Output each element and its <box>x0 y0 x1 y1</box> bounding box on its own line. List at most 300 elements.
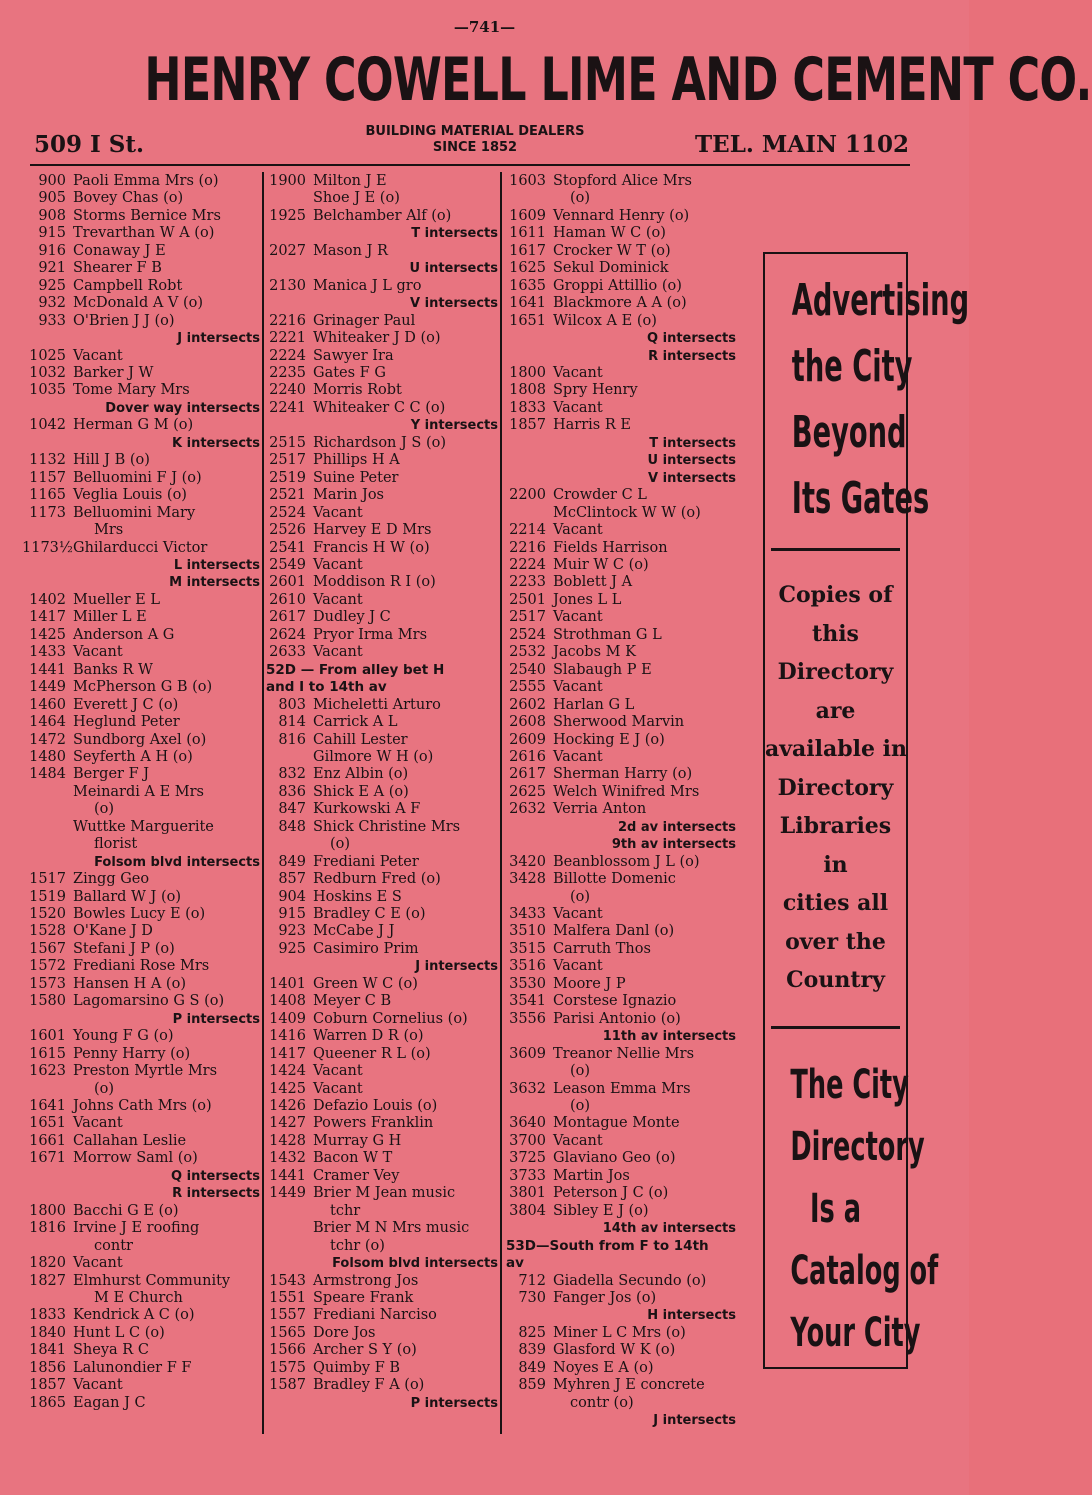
resident-name: Vacant <box>313 1080 363 1097</box>
listing-row <box>22 644 260 661</box>
resident-name: McClintock W W (o) <box>553 504 701 521</box>
house-number: 3530 <box>509 975 546 992</box>
listing-row <box>266 923 498 940</box>
house-number: 2602 <box>509 696 546 713</box>
resident-name: Harris R E <box>553 417 631 434</box>
listing-row <box>506 871 736 888</box>
listing-row <box>22 1063 260 1080</box>
house-number: 1417 <box>269 1045 306 1062</box>
resident-name: Brier M Jean music <box>313 1185 456 1202</box>
house-number: 1472 <box>29 731 66 748</box>
listing-row <box>506 173 736 190</box>
listing-row <box>506 941 736 958</box>
house-number: 2610 <box>269 591 306 608</box>
resident-name: Vacant <box>73 1377 123 1394</box>
resident-name: Quimby F B <box>313 1359 401 1376</box>
listing-column-3 <box>506 173 736 1430</box>
house-number: 1132 <box>29 452 66 469</box>
house-number: 1519 <box>29 888 66 905</box>
cross-street-heading: 2d av intersects <box>617 819 736 835</box>
cross-street-heading: P intersects <box>172 1011 260 1027</box>
ad-line: in <box>823 851 848 878</box>
house-number: 1857 <box>29 1377 66 1394</box>
house-number: 839 <box>518 1342 546 1359</box>
resident-name: Vacant <box>553 522 603 539</box>
listing-row <box>22 609 260 626</box>
listing-row <box>22 190 260 207</box>
house-number: 1464 <box>29 714 66 731</box>
listing-row <box>22 1220 260 1237</box>
cross-street-heading: M intersects <box>169 575 260 591</box>
house-number: 1042 <box>29 417 66 434</box>
resident-name: Sibley E J (o) <box>553 1202 649 1219</box>
resident-name: Defazio Louis (o) <box>313 1098 438 1115</box>
house-number: 3420 <box>509 853 546 870</box>
resident-name: Enz Albin (o) <box>313 766 409 783</box>
house-number: 1603 <box>509 173 546 189</box>
resident-name: Harlan G L <box>553 696 635 713</box>
listing-row <box>506 732 736 749</box>
house-number: 1528 <box>29 923 66 940</box>
listing-row <box>506 1011 736 1028</box>
house-number: 1428 <box>269 1132 306 1149</box>
resident-name: Whiteaker J D (o) <box>313 330 441 347</box>
resident-name: Paoli Emma Mrs (o) <box>73 173 219 189</box>
house-number: 2601 <box>269 574 306 591</box>
house-number: 2521 <box>269 487 306 504</box>
listing-row <box>266 540 498 557</box>
listing-row <box>266 330 498 347</box>
house-number: 1587 <box>269 1377 306 1394</box>
house-number: 1925 <box>269 207 306 224</box>
listing-row <box>266 1168 498 1185</box>
resident-name: Gates F G <box>313 364 386 381</box>
listing-row <box>266 1273 498 1290</box>
resident-name: Slabaugh P E <box>553 661 652 678</box>
listing-row <box>266 714 498 731</box>
resident-name: Fields Harrison <box>553 539 668 556</box>
resident-name: Vacant <box>73 1115 123 1132</box>
listing-continuation: contr (o) <box>570 1394 634 1411</box>
listing-row <box>506 313 736 330</box>
resident-name: Bacon W T <box>313 1150 393 1167</box>
listing-row <box>22 1046 260 1063</box>
listing-row <box>506 784 736 801</box>
resident-name: Lalunondier F F <box>73 1359 192 1376</box>
resident-name: Glaviano Geo (o) <box>553 1150 676 1167</box>
house-number: 2235 <box>269 364 306 381</box>
house-number: 2532 <box>509 644 546 661</box>
resident-name: Wilcox A E (o) <box>553 312 657 329</box>
cross-street-heading: Q intersects <box>647 331 736 347</box>
listing-row <box>22 923 260 940</box>
resident-name: Meyer C B <box>313 993 392 1010</box>
listing-row <box>22 1360 260 1377</box>
listing-row <box>22 1115 260 1132</box>
resident-name: Vacant <box>553 399 603 416</box>
resident-name: Sawyer Ira <box>313 347 394 364</box>
house-number: 3804 <box>509 1202 546 1219</box>
resident-name: Groppi Attillio (o) <box>553 277 682 294</box>
listing-continuation: (o) <box>94 801 115 818</box>
resident-name: O'Brien J J (o) <box>73 312 175 329</box>
house-number: 1460 <box>29 696 66 713</box>
listing-row <box>266 1150 498 1167</box>
ad-line: Directory <box>790 1124 925 1170</box>
house-number: 2517 <box>509 609 546 626</box>
house-number: 1625 <box>509 260 546 277</box>
resident-name: Vacant <box>313 644 363 661</box>
resident-name: Francis H W (o) <box>313 539 430 556</box>
resident-name: Vacant <box>553 609 603 626</box>
house-number: 3428 <box>509 871 546 888</box>
resident-name: Peterson J C (o) <box>553 1185 669 1202</box>
listing-row <box>506 243 736 260</box>
header-rule <box>30 164 910 166</box>
listing-row <box>22 819 260 836</box>
cross-street-heading: R intersects <box>648 348 736 364</box>
resident-name: Hunt L C (o) <box>73 1324 165 1341</box>
house-number: 1857 <box>509 417 546 434</box>
listing-row <box>506 1081 736 1098</box>
listing-row <box>506 1273 736 1290</box>
house-number: 1551 <box>269 1290 306 1306</box>
house-number: 1449 <box>269 1185 306 1202</box>
listing-row <box>506 1168 736 1185</box>
house-number: 2517 <box>269 452 306 469</box>
ad-line: Country <box>786 967 885 993</box>
cross-street-heading: 9th av intersects <box>611 837 736 853</box>
listing-continuation: M E Church <box>94 1290 183 1306</box>
resident-name: Trevarthan W A (o) <box>73 225 215 242</box>
cross-street-heading: Y intersects <box>410 418 498 434</box>
house-number: 1401 <box>269 975 306 992</box>
cross-street-heading: Folsom blvd intersects <box>94 854 260 870</box>
house-number: 3433 <box>509 906 546 923</box>
listing-column-2 <box>266 173 498 1412</box>
house-number: 1424 <box>269 1063 306 1080</box>
house-number: 1827 <box>29 1272 66 1289</box>
house-number: 1173½ <box>22 539 73 556</box>
listing-row <box>22 1028 260 1045</box>
resident-name: Hill J B (o) <box>73 452 150 469</box>
resident-name: Storms Bernice Mrs <box>73 207 221 224</box>
listing-row <box>506 260 736 277</box>
listing-row <box>266 819 498 836</box>
house-number: 847 <box>278 801 306 818</box>
listing-row <box>22 1325 260 1342</box>
house-number: 730 <box>518 1290 546 1306</box>
resident-name: Hoskins E S <box>313 888 402 905</box>
house-number: 1573 <box>29 975 66 992</box>
house-number: 1609 <box>509 207 546 224</box>
house-number: 3510 <box>509 923 546 940</box>
listing-row <box>266 1290 498 1307</box>
listing-row <box>506 1360 736 1377</box>
house-number: 1480 <box>29 748 66 765</box>
ad-copies-of-directory <box>765 576 906 1000</box>
resident-name: Bradley C E (o) <box>313 906 426 923</box>
resident-name: Welch Winifred Mrs <box>553 783 700 800</box>
listing-continuation: tchr (o) <box>330 1237 385 1254</box>
house-number <box>266 190 306 207</box>
house-number: 904 <box>278 888 306 905</box>
house-number: 2617 <box>509 766 546 783</box>
ad-line: available in <box>765 736 908 762</box>
listing-row <box>266 1342 498 1359</box>
listing-row <box>22 714 260 731</box>
resident-name: Bradley F A (o) <box>313 1377 425 1394</box>
house-number: 1427 <box>269 1115 306 1132</box>
listing-row <box>22 941 260 958</box>
resident-name: Noyes E A (o) <box>553 1359 654 1376</box>
listing-row <box>506 278 736 295</box>
resident-name: Dudley J C <box>313 609 391 626</box>
resident-name: Brier M N Mrs music <box>313 1220 470 1237</box>
resident-name: Zingg Geo <box>73 871 150 888</box>
listing-row <box>506 1150 736 1167</box>
resident-name: Powers Franklin <box>313 1115 434 1132</box>
cross-street-heading: V intersects <box>648 470 736 486</box>
house-number: 2240 <box>269 382 306 399</box>
house-number: 1173 <box>29 504 66 521</box>
resident-name: Kendrick A C (o) <box>73 1307 195 1324</box>
resident-name: Carrick A L <box>313 714 398 731</box>
listing-row <box>506 679 736 696</box>
house-number: 1417 <box>29 609 66 626</box>
house-number: 2549 <box>269 556 306 573</box>
listing-row <box>266 993 498 1010</box>
listing-row <box>266 190 498 207</box>
resident-name: Frediani Peter <box>313 853 419 870</box>
house-number: 1580 <box>29 993 66 1010</box>
house-number: 2221 <box>269 330 306 347</box>
house-number: 2609 <box>509 731 546 748</box>
listing-row <box>266 1046 498 1063</box>
house-number: 1572 <box>29 958 66 975</box>
resident-name: Blackmore A A (o) <box>553 295 687 312</box>
resident-name: Jacobs M K <box>553 644 636 661</box>
resident-name: Cramer Vey <box>313 1167 400 1184</box>
listing-row <box>22 1098 260 1115</box>
listing-continuation: tchr <box>330 1202 361 1219</box>
ad-line: Directory <box>777 659 894 685</box>
resident-name: Campbell Robt <box>73 277 183 294</box>
ad-line: Copies of <box>778 582 893 608</box>
listing-row <box>266 1220 498 1237</box>
resident-name: Armstrong Jos <box>313 1272 419 1289</box>
house-number: 1543 <box>269 1272 306 1289</box>
house-number: 1840 <box>29 1324 66 1341</box>
advertisement-box <box>763 252 970 1369</box>
house-number: 3733 <box>509 1167 546 1184</box>
house-number: 1856 <box>29 1359 66 1376</box>
resident-name: Everett J C (o) <box>73 696 179 713</box>
listing-row <box>22 592 260 609</box>
house-number: 908 <box>38 207 66 224</box>
house-number: 832 <box>278 766 306 783</box>
resident-name: Vacant <box>73 1255 123 1272</box>
ad-line: cities all <box>782 890 889 916</box>
resident-name: Conaway J E <box>73 242 166 259</box>
cross-street-heading: J intersects <box>415 959 498 975</box>
listing-row <box>506 923 736 940</box>
ad-advertising-the-city <box>791 268 970 532</box>
cross-street-heading: J intersects <box>177 331 260 347</box>
listing-row <box>506 400 736 417</box>
listing-row <box>506 976 736 993</box>
resident-name: Banks R W <box>73 661 153 678</box>
house-number: 932 <box>38 295 66 312</box>
cross-street-heading: H intersects <box>647 1308 736 1324</box>
resident-name: Ballard W J (o) <box>73 888 182 905</box>
resident-name: Seyferth A H (o) <box>73 748 193 765</box>
resident-name: Hansen H A (o) <box>73 975 186 992</box>
company-address: 509 I St. <box>34 131 145 158</box>
listing-continuation: Mrs <box>94 522 124 539</box>
house-number: 1517 <box>29 871 66 888</box>
listing-continuation: (o) <box>570 190 591 207</box>
listing-row <box>506 1133 736 1150</box>
house-number: 2617 <box>269 609 306 626</box>
house-number: 1408 <box>269 993 306 1010</box>
company-banner: HENRY COWELL LIME AND CEMENT CO. <box>144 45 1092 115</box>
listing-row <box>22 662 260 679</box>
cross-street-heading: Folsom blvd intersects <box>332 1256 498 1272</box>
resident-name: Vacant <box>313 591 363 608</box>
resident-name: Mason J R <box>313 242 388 259</box>
ad-line: Libraries <box>779 813 892 839</box>
house-number: 1565 <box>269 1324 306 1341</box>
house-number: 1425 <box>269 1080 306 1097</box>
listing-row <box>22 208 260 225</box>
house-number: 1651 <box>29 1115 66 1132</box>
house-number: 921 <box>38 260 66 277</box>
resident-name: Bacchi G E (o) <box>73 1202 179 1219</box>
house-number: 1567 <box>29 940 66 957</box>
resident-name: Bovey Chas (o) <box>73 190 184 207</box>
resident-name: Frediani Narciso <box>313 1307 437 1324</box>
resident-name: Sherman Harry (o) <box>553 766 693 783</box>
resident-name: Cahill Lester <box>313 731 408 748</box>
house-number: 1816 <box>29 1220 66 1237</box>
listing-row <box>22 679 260 696</box>
listing-row <box>506 574 736 591</box>
street-section-heading: 52D — From alley bet H <box>266 661 445 678</box>
house-number: 2608 <box>509 714 546 731</box>
house-number: 925 <box>278 940 306 957</box>
resident-name: Verria Anton <box>553 801 647 818</box>
resident-name: Vennard Henry (o) <box>553 207 690 224</box>
resident-name: Malfera Danl (o) <box>553 923 675 940</box>
listing-row <box>266 697 498 714</box>
listing-row <box>506 557 736 574</box>
resident-name: Fanger Jos (o) <box>553 1290 657 1306</box>
listing-row <box>506 208 736 225</box>
street-section-heading: and I to 14th av <box>266 679 387 696</box>
house-number: 1416 <box>269 1028 306 1045</box>
listing-row <box>506 714 736 731</box>
listing-row <box>266 557 498 574</box>
cross-street-heading: J intersects <box>653 1413 736 1429</box>
resident-name: Jones L L <box>553 591 622 608</box>
house-number: 1484 <box>29 766 66 783</box>
resident-name: Muir W C (o) <box>553 556 649 573</box>
resident-name: Strothman G L <box>553 626 662 643</box>
resident-name: Hocking E J (o) <box>553 731 665 748</box>
house-number: 900 <box>38 173 66 189</box>
listing-row <box>266 871 498 888</box>
resident-name: Speare Frank <box>313 1290 414 1306</box>
listing-row <box>506 1290 736 1307</box>
listing-row <box>22 278 260 295</box>
house-number: 2524 <box>269 504 306 521</box>
listing-row <box>266 609 498 626</box>
house-number: 2216 <box>269 312 306 329</box>
listing-row <box>506 592 736 609</box>
listing-row <box>22 225 260 242</box>
house-number: 1432 <box>269 1150 306 1167</box>
resident-name: Pryor Irma Mrs <box>313 626 428 643</box>
resident-name: Sheya R C <box>73 1342 149 1359</box>
listing-row <box>506 644 736 661</box>
listing-row <box>22 1342 260 1359</box>
house-number: 916 <box>38 242 66 259</box>
listing-row <box>22 993 260 1010</box>
resident-name: Treanor Nellie Mrs <box>553 1045 695 1062</box>
resident-name: Lagomarsino G S (o) <box>73 993 225 1010</box>
resident-name: Vacant <box>553 958 603 975</box>
resident-name: Vacant <box>313 504 363 521</box>
listing-row <box>22 749 260 766</box>
resident-name: Morrow Saml (o) <box>73 1150 198 1167</box>
listing-row <box>22 906 260 923</box>
company-phone: TEL. MAIN 1102 <box>695 131 909 158</box>
house-number: 1409 <box>269 1010 306 1027</box>
ad-divider-1 <box>771 548 900 551</box>
house-number: 1671 <box>29 1150 66 1167</box>
listing-row <box>22 976 260 993</box>
listing-row <box>506 1342 736 1359</box>
listing-row <box>266 470 498 487</box>
listing-row <box>506 697 736 714</box>
resident-name: Kurkowski A F <box>313 801 421 818</box>
listing-row <box>266 1307 498 1324</box>
resident-name: Vacant <box>73 347 123 364</box>
listing-row <box>266 644 498 661</box>
listing-row <box>22 382 260 399</box>
resident-name: Phillips H A <box>313 452 400 469</box>
ad-line: Advertising <box>791 275 970 326</box>
resident-name: Spry Henry <box>553 382 638 399</box>
ad-line: this <box>812 620 859 647</box>
listing-row <box>22 1307 260 1324</box>
house-number: 1025 <box>29 347 66 364</box>
listing-row <box>22 487 260 504</box>
house-number: 1833 <box>29 1307 66 1324</box>
listing-row <box>22 627 260 644</box>
resident-name: Barker J W <box>73 364 154 381</box>
house-number <box>506 505 546 522</box>
listing-row <box>266 208 498 225</box>
resident-name: Casimiro Prim <box>313 940 419 957</box>
resident-name: Belchamber Alf (o) <box>313 207 452 224</box>
cross-street-heading: Q intersects <box>171 1168 260 1184</box>
resident-name: Stefani J P (o) <box>73 940 175 957</box>
ad-line: are <box>815 697 856 724</box>
resident-name: Sekul Dominick <box>553 260 669 277</box>
resident-name: Whiteaker C C (o) <box>313 399 446 416</box>
